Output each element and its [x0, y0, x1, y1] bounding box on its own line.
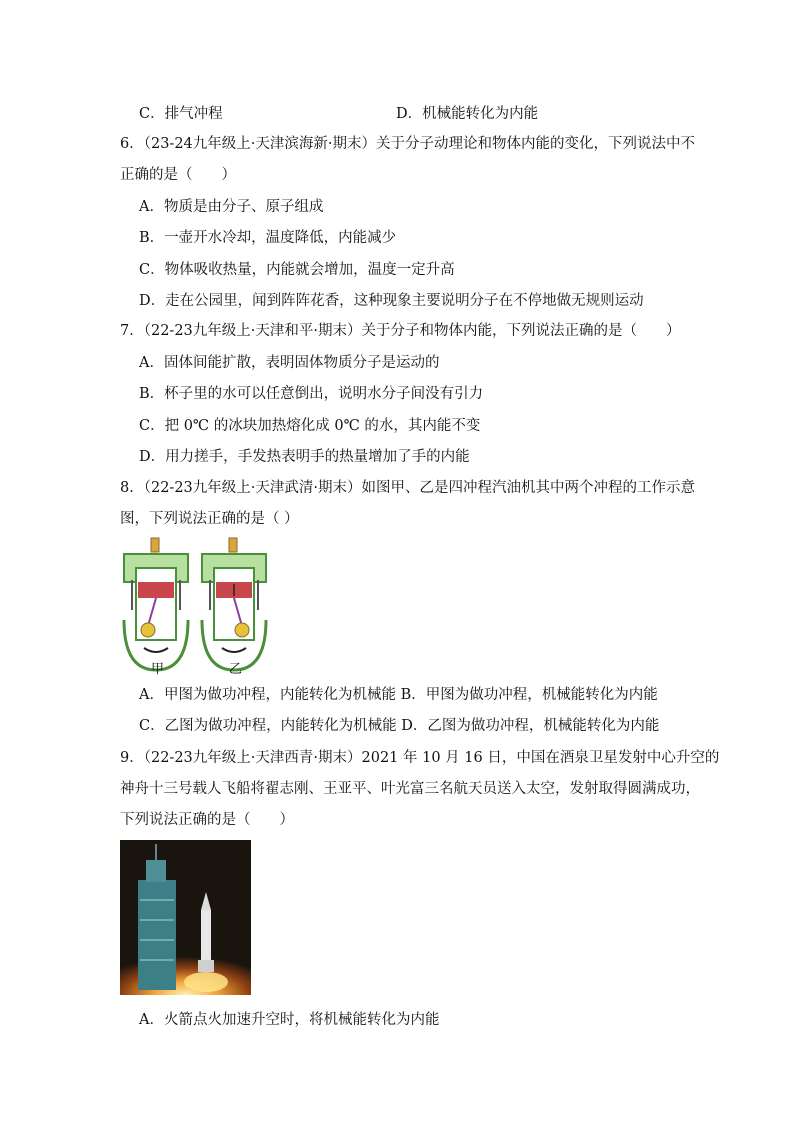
q8-options-row-2: C．乙图为做功冲程，内能转化为机械能 D．乙图为做功冲程，机械能转化为内能 — [139, 718, 660, 734]
q6-option-c: C．物体吸收热量，内能就会增加，温度一定升高 — [139, 262, 455, 278]
question-9-stem: 9．（22-23九年级上·天津西青·期末）2021 年 10 月 16 日，中国在酒泉卫星发射中心升空的 — [120, 750, 720, 766]
q6-option-d: D．走在公园里，闻到阵阵花香，这种现象主要说明分子在不停地做无规则运动 — [139, 293, 644, 309]
question-6-stem: 6．（23-24九年级上·天津滨海新·期末）关于分子动理论和物体内能的变化，下列说法中不 — [120, 136, 695, 152]
crank-left — [141, 623, 155, 637]
rotation-arrow-left — [144, 648, 168, 652]
rocket-launch-svg — [120, 840, 251, 995]
engine-diagram — [118, 530, 273, 680]
launch-tower — [138, 880, 176, 990]
piston-left — [138, 582, 174, 598]
question-9-stem-cont-2: 下列说法正确的是（ ） — [120, 812, 294, 828]
option-c-prev: C．排气冲程 — [139, 106, 223, 122]
q7-option-b: B．杯子里的水可以任意倒出，说明水分子间没有引力 — [139, 386, 484, 402]
engine-right — [202, 538, 266, 670]
q7-option-a: A．固体间能扩散，表明固体物质分子是运动的 — [139, 355, 440, 371]
rotation-arrow-right — [222, 648, 246, 652]
crank-right — [235, 623, 249, 637]
rocket-launch-photo — [120, 840, 251, 995]
q7-option-d: D．用力搓手，手发热表明手的热量增加了手的内能 — [139, 449, 470, 465]
option-d-prev: D．机械能转化为内能 — [396, 106, 539, 122]
engine-left — [124, 538, 188, 670]
exhaust-glow — [184, 972, 228, 992]
q8-options-row-1: A．甲图为做功冲程，内能转化为机械能 B．甲图为做功冲程，机械能转化为内能 — [139, 687, 658, 703]
q9-option-a: A．火箭点火加速升空时，将机械能转化为内能 — [139, 1012, 440, 1028]
question-8-stem-cont: 图，下列说法正确的是（ ） — [120, 511, 299, 527]
question-9-stem-cont-1: 神舟十三号载人飞船将翟志刚、王亚平、叶光富三名航天员送入太空，发射取得圆满成功， — [120, 781, 700, 797]
engine-diagram-svg — [118, 530, 273, 680]
figure-label-yi: 乙 — [229, 662, 243, 677]
spark-plug-left — [151, 538, 159, 552]
q6-option-a: A．物质是由分子、原子组成 — [139, 199, 324, 215]
question-7-stem: 7．（22-23九年级上·天津和平·期末）关于分子和物体内能，下列说法正确的是（ ） — [120, 323, 681, 339]
question-8-stem: 8．（22-23九年级上·天津武清·期末）如图甲、乙是四冲程汽油机其中两个冲程的工作示意 — [120, 480, 695, 496]
tower-top — [146, 860, 166, 882]
q7-option-c: C．把 0℃ 的冰块加热熔化成 0℃ 的水，其内能不变 — [139, 418, 481, 434]
rocket-boosters — [198, 960, 214, 972]
question-6-stem-cont: 正确的是（ ） — [120, 167, 236, 183]
figure-label-jia: 甲 — [151, 662, 165, 677]
q6-option-b: B．一壶开水冷却，温度降低，内能减少 — [139, 230, 397, 246]
spark-plug-right — [229, 538, 237, 552]
rocket-body — [201, 910, 211, 968]
